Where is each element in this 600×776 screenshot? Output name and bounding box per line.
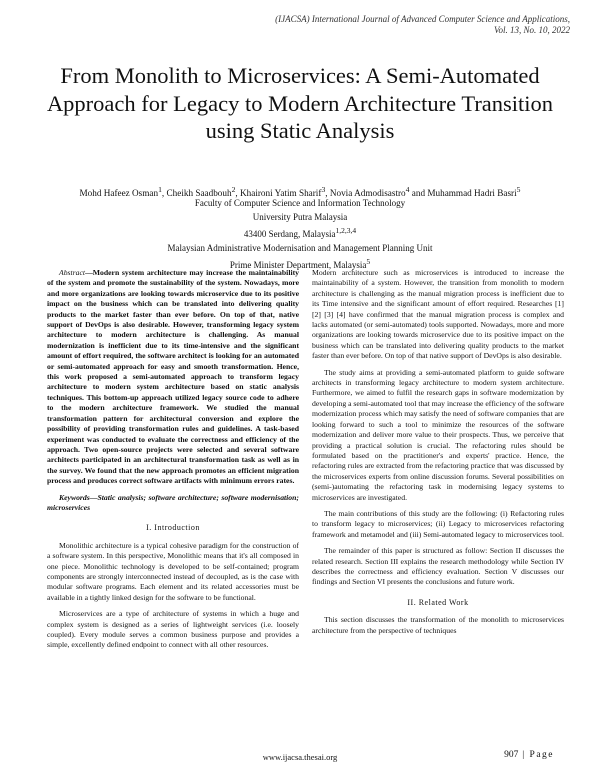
affiliations [100, 197, 500, 273]
author-separator: , [325, 188, 330, 199]
intro-paragraph-3: Modern architecture such as microservices is introduced to increase the maintainability of a system. However, the transition from monolith to modern architecture is challenging as the manual migration process is inefficient due to its Time intensive and the significant amount of effort required. Researches [1] [2] [3] [4] have confirmed that the manual migration process is complex and lacks automated (or semi-automated) tools supported. Nowadays, more and more organizations are looking towards microservice due to its positive impact on the business which can be translated into delivering quality products to the market faster than ever before. On top of that native support of DevOps is also desirable. [312, 268, 564, 361]
left-column [47, 268, 299, 657]
keywords-label: Keywords [59, 492, 90, 502]
affiliation-address-sup: 1,2,3,4 [335, 226, 357, 235]
keywords-dash: — [89, 492, 98, 502]
intro-paragraph-1: Monolithic architecture is a typical cohesive paradigm for the construction of a software system. In this perspective, Monolithic means that it's all composed in one piece. Monolithic technology is developed to be self-contained; program components are strongly interconnected instead of decoupled, as is the case with modular software programs. Each element and its related accessories must be available in a tightly linked design for the software to be functional. [47, 540, 299, 602]
page-number: 907 [504, 750, 519, 760]
keywords-text: Static analysis; software architecture; software modernisation; microservices [47, 492, 299, 512]
right-column [312, 268, 564, 642]
author-name: Mohd Hafeez Osman [79, 188, 159, 199]
section-heading-introduction: I. Introduction [146, 523, 200, 533]
abstract-label: Abstract [59, 268, 86, 277]
intro-paragraph-5: The main contributions of this study are the following: (i) Refactoring rules to transform legacy to microservices; (ii) Legacy to microservices refactoring framework and metamodel and (iii) Semi-automated legacy to microservices tool. [312, 508, 564, 539]
related-paragraph-1: This section discusses the transformation of the monolith to microservices architecture from the perspective of techniques [312, 615, 564, 635]
intro-paragraph-6: The remainder of this paper is structured as follow: Section II discusses the related research. Section III explains the research methodology while Section IV describes the correctness and efficiency evaluation. Section V discusses our findings and Section VI presents the conclusions and future work. [312, 546, 564, 587]
intro-paragraph-2: Microservices are a type of architecture of systems in which a huge and complex system is designed as a series of lightweight services (i.e. loosely coupled). Every module serves a common business purpose and provides a simple, excellently defined endpoint to connect with all other resources. [47, 609, 299, 650]
author-separator: , [235, 188, 241, 199]
author-sup: 3 [321, 185, 326, 194]
author-sup: 2 [231, 185, 236, 194]
intro-paragraph-4: The study aims at providing a semi-automated platform to guide software architects in transforming legacy architecture to modern system architecture. Furthermore, we aimed to fulfil the research gaps in software modernization by developing a semi-automated tool that may increase the efficiency of the software modernization process which may satisfy the need of software companies that are looking forward to such a tool to minimize the resources of the software modernization and deliver more value to their prospects. Thus, we perceive that providing a practical solution is crucial. The refactoring rules should be formulated based on the practitioner's and experts' practice. Hence, the refactoring rules are extracted from the refactoring practice that was discussed by the microservices experts from online discussion forums. Several possibilities on (semi-)automating the refactoring task in modernising legacy systems to microservices are investigated. [312, 367, 564, 502]
journal-name: (IJACSA) International Journal of Advanced Computer Science and Applications, [275, 14, 570, 24]
keywords [47, 493, 299, 514]
paper-title: From Monolith to Microservices: A Semi-Automated Approach for Legacy to Modern Architecture Transition using Static Analysis [46, 63, 554, 143]
journal-volume: Vol. 13, No. 10, 2022 [493, 25, 570, 35]
affiliation-agency: Malaysian Administrative Modernisation and Management Planning Unit [167, 242, 433, 253]
affiliation-department-text: Prime Minister Department, Malaysia [229, 260, 367, 270]
author-name: Novia Admodisastro [329, 188, 406, 199]
abstract [47, 268, 299, 487]
affiliation-address-text: 43400 Serdang, Malaysia [243, 229, 336, 239]
author-separator: , [161, 188, 167, 199]
affiliation-faculty: Faculty of Computer Science and Information Technology [194, 198, 406, 208]
author-and: and [409, 188, 428, 199]
affiliation-university: University Putra Malaysia [252, 211, 348, 222]
affiliation-address [100, 224, 500, 242]
author-sup: 1 [158, 185, 162, 194]
author-sup: 4 [405, 185, 410, 194]
author-name: Khaironi Yatim Sharif [240, 188, 322, 199]
author-name: Cheikh Saadbouh [166, 188, 232, 199]
journal-header [210, 14, 570, 36]
page-separator: | [518, 750, 530, 760]
footer-url: www.ijacsa.thesai.org [262, 752, 338, 762]
page-word: Page [529, 750, 554, 760]
abstract-dash: — [85, 268, 93, 277]
abstract-text: Modern system architecture may increase the maintainability of the system and promote the sustainability of the system. Nowadays, more and more organizations are looking towards microservice due to its positive impact on the business which can be translated into delivering quality products to the market faster than ever before. On top of that, native support of DevOps is also desirable. However, transforming legacy system architecture to modern architecture is challenging. As manual modernization is inefficient due to its time-intensive and the significant amount of effort required, the software architect is looking for an automated or semi-automated approach for easy and smooth transformation. Hence, this work proposed a semi-automated approach to transform legacy architecture to modern system architecture based on static analysis techniques. This bottom-up approach utilized legacy source code to adhere to the modern architecture framework. We studied the manual transformation pattern for architectural conversion and explore the possibility of providing transformation rules and guidelines. A task-based experiment was conducted to evaluate the correctness and efficiency of the approach. Two open-source projects were selected and several software architects participated in an architectural transformation task as well as in the survey. We found that the new approach promotes an efficient migration process and produces correct software artifacts with minimum errors rates. [47, 268, 299, 486]
author-name: Muhammad Hadri Basri [427, 188, 517, 199]
author-sup: 5 [516, 185, 521, 194]
affiliation-department-sup: 5 [366, 257, 371, 266]
footer-page-number [504, 750, 554, 760]
section-heading-related-work: II. Related Work [407, 597, 469, 607]
